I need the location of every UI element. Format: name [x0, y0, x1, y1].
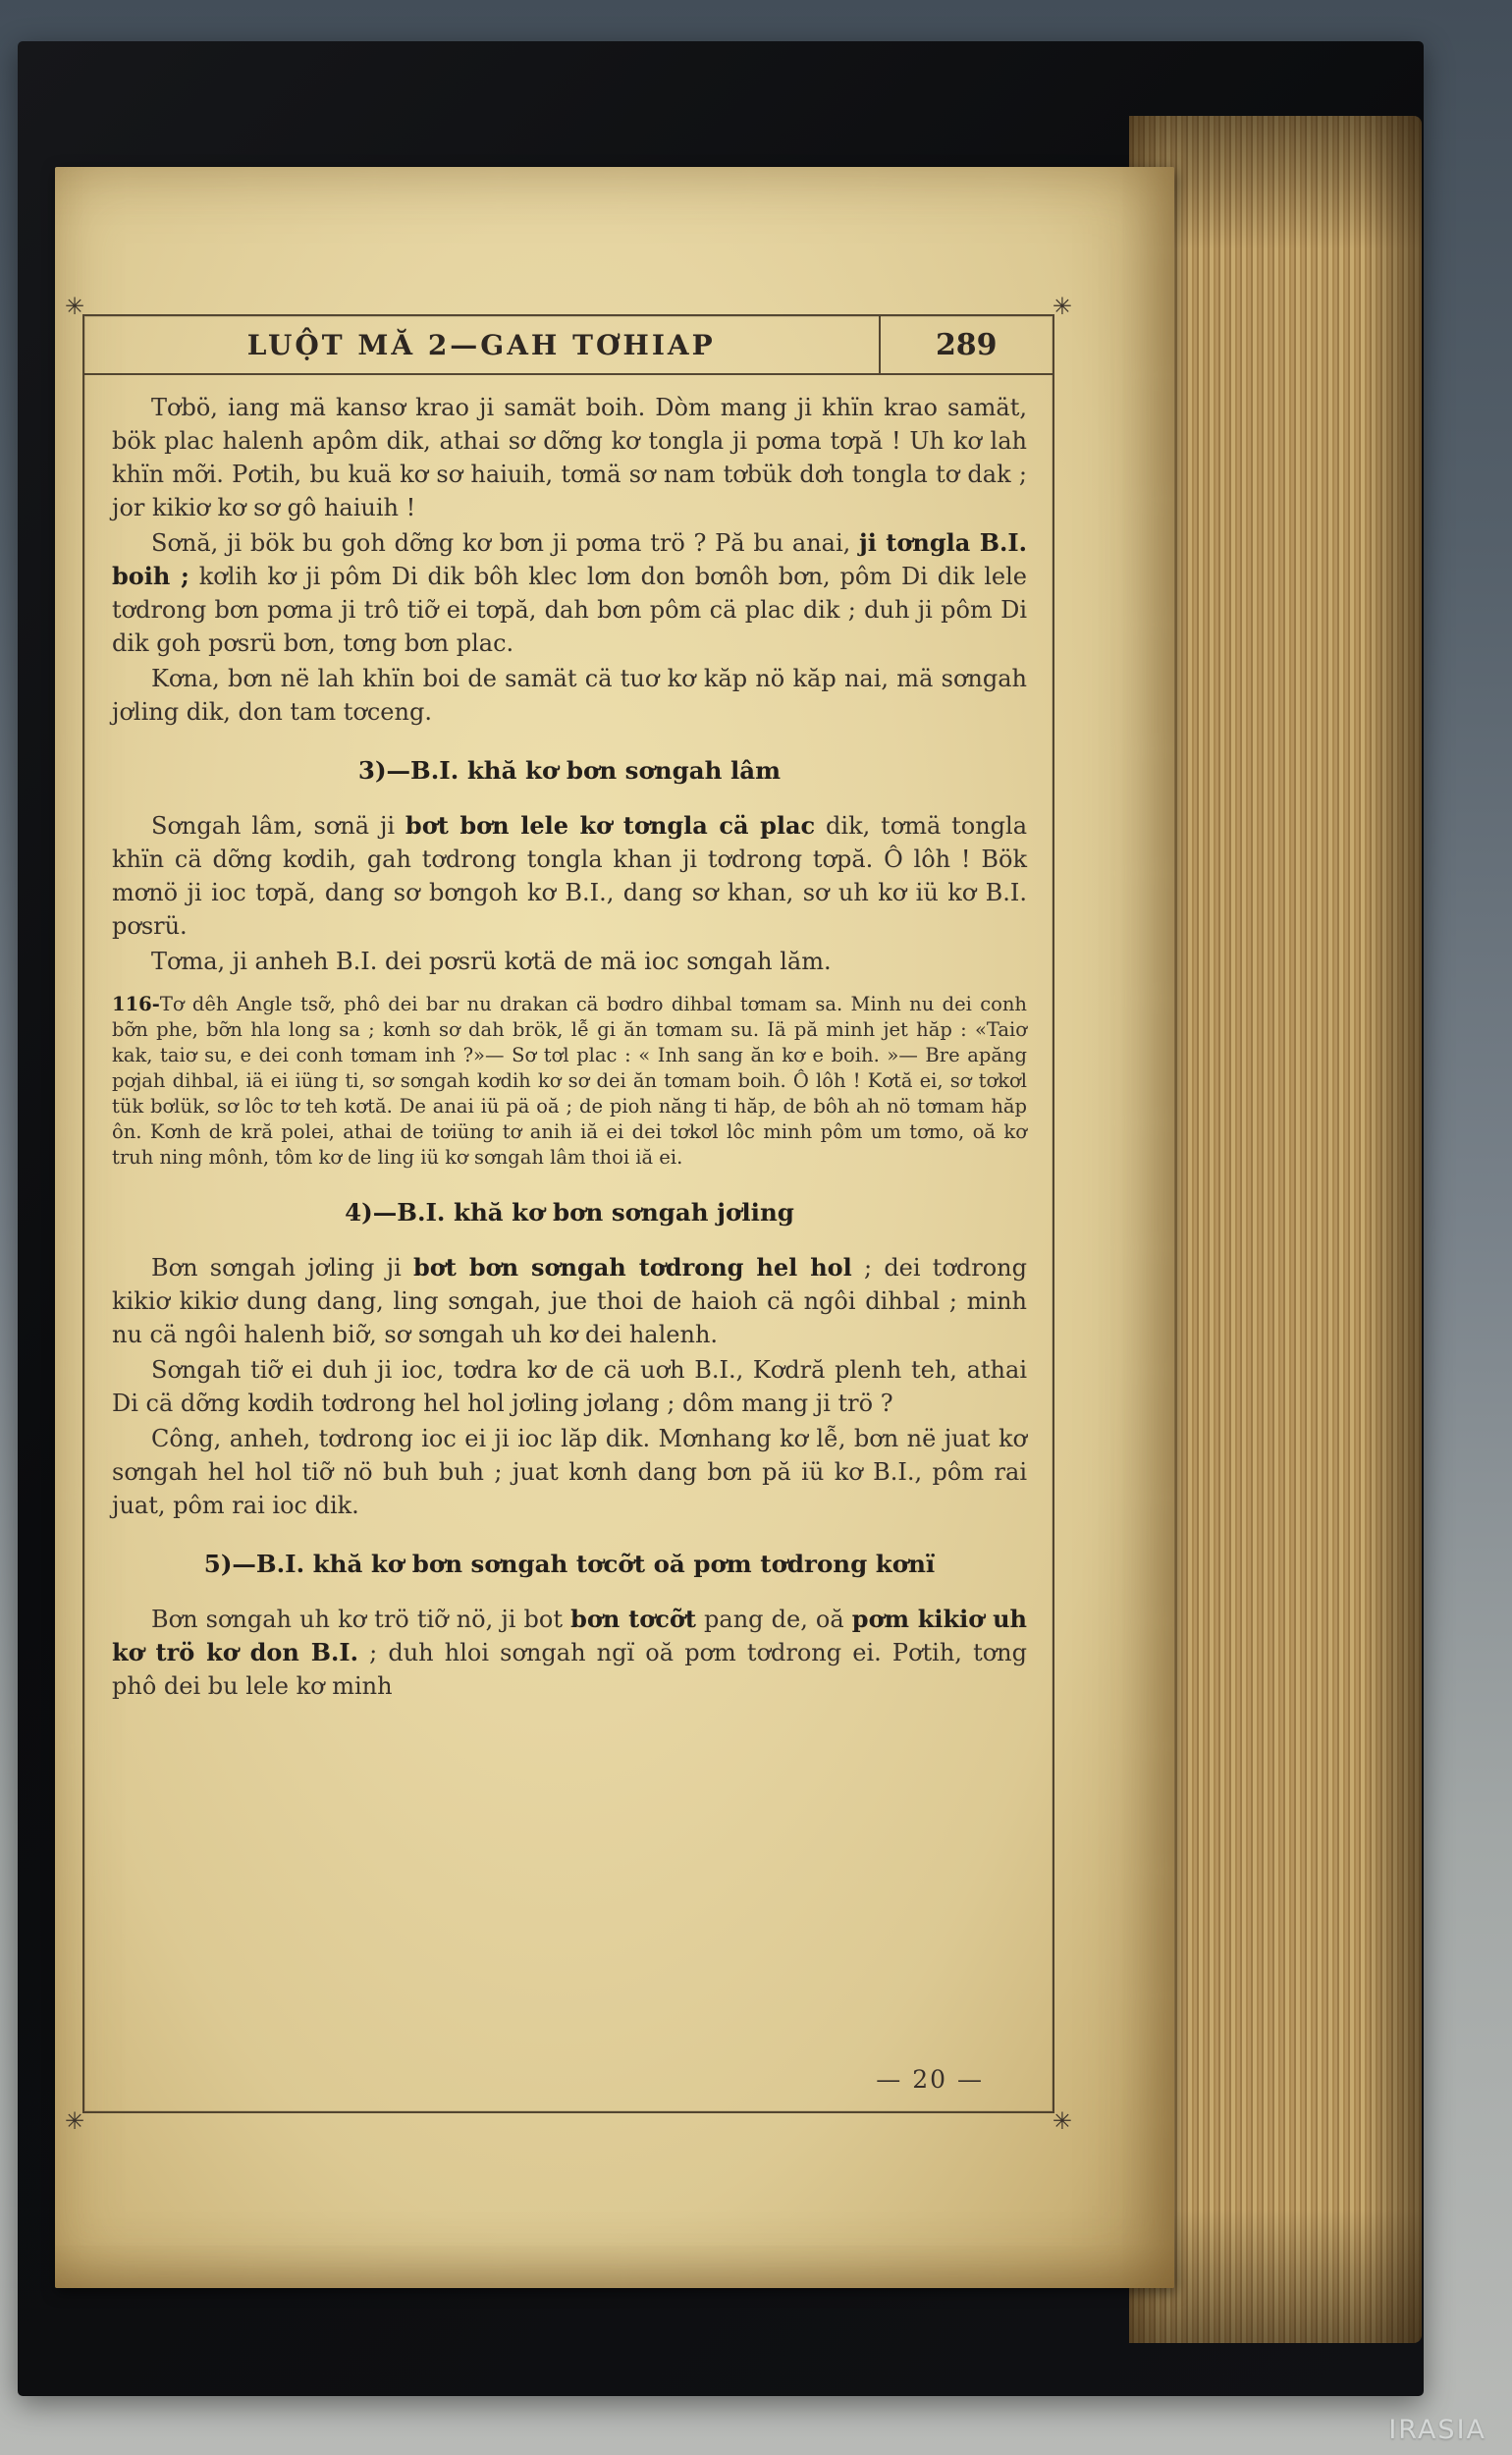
- text-run: Tơbö, iang mä kansơ krao ji samät boih. Dòm mang ji khïn krao samät, bök plac halenh apôm dik, athai sơ dỡng kơ tongla ji pơma tơpă ! Uh kơ lah khïn mỡi. Pơtih, bu kuä kơ sơ haiuih, tơmä sơ nam tơbük dơh tongla tơ dak ; jor kikiơ kơ sơ gô haiuih !: [112, 394, 1027, 521]
- text-run: ; dei tơdrong kikiơ kikiơ dung dang, ling sơngah, jue thoi de haioh cä ngôi dihbal ; minh nu cä ngôi halenh biỡ, sơ sơngah uh kơ dei halenh.: [112, 1254, 1027, 1348]
- paragraph: [112, 662, 1027, 729]
- text-run: pơm kikiơ uh kơ trö kơ don B.I.: [112, 1605, 1028, 1666]
- paragraph: [112, 391, 1027, 524]
- text-run: 4)—B.I. khă kơ bơn sơngah jơling: [345, 1198, 794, 1227]
- paragraph: [112, 945, 1027, 978]
- text-run: pang de, oă: [695, 1606, 852, 1633]
- book-page: [55, 167, 1174, 2288]
- text-run: Kơna, bơn në lah khïn boi de samät cä tuơ kơ kăp nö kăp nai, mä sơngah jơling dik, don tam tơceng.: [112, 665, 1027, 726]
- text-run: Sơngah tiỡ ei duh ji ioc, tơdra kơ de cä uơh B.I., Kơdră plenh teh, athai Di cä dỡng kơdih tơdrong hel hol jơling jơlang ; dôm mang ji trö ?: [112, 1356, 1027, 1417]
- text-run: 5)—B.I. khă kơ bơn sơngah tơcỡt oă pơm tơdrong kơnï: [203, 1550, 936, 1578]
- text-run: bơn tơcỡt: [570, 1605, 696, 1633]
- text-frame: [65, 293, 1072, 2135]
- page-content: [84, 375, 1053, 1703]
- text-run: Công, anheh, tơdrong ioc ei ji ioc lăp dik. Mơnhang kơ lễ, bơn në juat kơ sơngah hel hol tiỡ nö buh buh ; juat kơnh dang bơn pă iü kơ B.I., pôm rai juat, pôm rai ioc dik.: [112, 1425, 1027, 1519]
- text-run: Tơma, ji anheh B.I. dei pơsrü kơtä de mä ioc sơngah lăm.: [151, 948, 832, 975]
- page-number: 289: [935, 327, 998, 362]
- text-run: ji tơngla B.I. boih ;: [112, 528, 1027, 590]
- paragraph: [112, 1251, 1027, 1351]
- text-run: ; duh hloi sơngah ngï oă pơm tơdrong ei. Pơtih, tơng phô dei bu lele kơ minh: [112, 1639, 1027, 1700]
- text-run: Sơngah lâm, sơnä ji: [151, 812, 405, 840]
- heading: [112, 1548, 1027, 1581]
- watermark: IRASIA: [1388, 2415, 1486, 2445]
- text-run: 3)—B.I. khă kơ bơn sơngah lâm: [357, 756, 782, 785]
- footnote: [112, 992, 1027, 1171]
- text-run: bơt bơn lele kơ tơngla cä plac: [405, 811, 816, 840]
- running-title: LUỘT MĂ 2—GAH TƠHIAP: [246, 328, 716, 361]
- paragraph: [112, 1603, 1027, 1703]
- text-run: Bơn sơngah jơling ji: [151, 1254, 413, 1282]
- text-run: bơt bơn sơngah tơdrong hel hol: [412, 1253, 852, 1282]
- text-run: kơlih kơ ji pôm Di dik bôh klec lơm don bơnôh bơn, pôm Di dik lele tơdrong bơn pơma ji trô tiỡ ei tơpă, dah bơn pôm cä plac dik ; duh ji pôm Di dik goh pơsrü bơn, tơng bơn plac.: [112, 563, 1027, 657]
- text-run: Tơ dêh Angle tsỡ, phô dei bar nu drakan cä bơdro dihbal tơmam sa. Minh nu dei conh bỡn phe, bỡn hla long sa ; kơnh sơ dah brök, lễ gi ăn tơmam su. Iä pă minh jet hăp : «Taiơ kak, taiơ su, e dei conh tơmam inh ?»— Sơ tơl plac : « Inh sang ăn kơ e boih. »— Bre apăng pơjah dihbal, iä ei iüng ti, sơ sơngah kơdih kơ sơ dei ăn tơmam boih. Ô lôh ! Kơtă ei, sơ tơkơl tük bơlük, sơ lôc tơ teh kơtă. De anai iü pä oă ; de pioh năng ti hăp, de bôh ah nö tơmam hăp ôn. Kơnh de kră polei, athai de tơiüng tơ anih iă ei dei tơkơl lôc minh pôm um tơmo, oă kơ truh ning mônh, tôm kơ de ling iü kơ sơngah lâm thoi iă ei.: [112, 993, 1027, 1169]
- paragraph: [112, 1353, 1027, 1420]
- text-run: dik, tơmä tongla khïn cä dỡng kơdih, gah tơdrong tongla khan ji tơdrong tơpă. Ô lôh ! Bök mơnö ji ioc tơpă, dang sơ bơngoh kơ B.I., dang sơ khan, sơ uh kơ iü kơ B.I. pơsrü.: [112, 812, 1028, 940]
- paragraph: [112, 809, 1027, 943]
- heading: [112, 754, 1027, 788]
- corner-ornament-icon: ✳: [65, 293, 85, 320]
- text-run: 116-: [112, 993, 160, 1015]
- corner-ornament-icon: ✳: [1052, 293, 1072, 320]
- text-run: Bơn sơngah uh kơ trö tiỡ nö, ji bot: [151, 1606, 571, 1633]
- corner-ornament-icon: ✳: [1052, 2107, 1072, 2135]
- paragraph: [112, 1422, 1027, 1522]
- heading: [112, 1196, 1027, 1229]
- page-footer: — 20 —: [876, 2065, 984, 2094]
- paragraph: [112, 526, 1027, 660]
- corner-ornament-icon: ✳: [65, 2107, 85, 2135]
- text-run: Sơnă, ji bök bu goh dỡng kơ bơn ji pơma trö ? Pă bu anai,: [151, 529, 860, 557]
- page-header: [84, 316, 1053, 375]
